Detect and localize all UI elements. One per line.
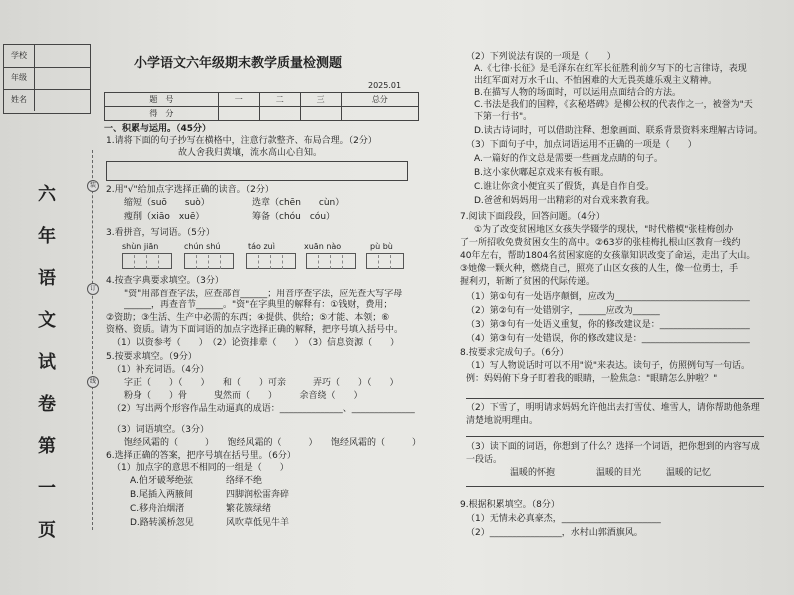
option-c[interactable]: C.书法是我们的国粹，《玄秘塔碑》是柳公权的代表作之一，被誉为"天	[474, 100, 753, 110]
answer-line[interactable]: （2）第②句有一处错别字，______应改为______	[466, 306, 660, 316]
score-cell[interactable]	[300, 107, 341, 121]
question-text: （3）读下面的词语，你想到了什么？选择一个词语，把你想到的内容写成	[466, 442, 760, 452]
score-cell[interactable]	[218, 107, 259, 121]
pinyin-prompt: táo zuì	[248, 242, 275, 251]
pinyin-choice[interactable]: 筹备（chóu cóu）	[252, 212, 336, 222]
option-a[interactable]: A.伯牙破琴绝弦	[130, 476, 193, 486]
side-title-char: 一	[38, 478, 56, 499]
side-title-char: 六	[38, 184, 56, 205]
option-b[interactable]: B.尾插入两腋间	[130, 490, 194, 500]
question-text: 3.看拼音，写词语。（5分）	[106, 228, 215, 238]
school-label: 学校	[4, 45, 35, 67]
score-header-cell: 总分	[341, 93, 418, 107]
question-text: "资"用部首查字法，应查部首______；用音序查字法，应先查大写字母______，再查音节______。"资"在字典里的解释有：①钱财，费用；	[124, 289, 403, 310]
pinyin-prompt: pù bù	[370, 242, 393, 251]
pinyin-prompt: xuān nào	[304, 242, 342, 251]
exam-date: 2025.01	[368, 81, 402, 90]
question-text: （3）词语填空。（3分）	[112, 425, 209, 435]
answer-blanks[interactable]: 字正（ ）（ ） 和（ ）可亲 弄巧（ ）（ ）	[124, 378, 399, 388]
side-title-char: 第	[38, 436, 56, 457]
word-option[interactable]: 温暖的记忆	[666, 468, 712, 478]
answer-blanks[interactable]: （1）以资参考（ ） （2）论资排辈（ ） （3）信息资源（ ）	[112, 338, 400, 348]
score-table	[104, 92, 419, 121]
answer-line[interactable]: （1）无情未必真豪杰，______________________	[466, 514, 661, 524]
pinyin-prompt: chún shú	[184, 242, 221, 251]
side-title-char: 语	[38, 268, 56, 289]
question-text: （1）加点字的意思不相同的一组是（ ）	[112, 463, 289, 473]
question-text: （2）下雪了，明明请求妈妈允许他出去打雪仗、堆雪人，请你帮助他条理	[466, 403, 760, 413]
question-text: 7.阅读下面段段，回答问题。（4分）	[460, 212, 605, 222]
side-title-char: 页	[38, 520, 56, 541]
writing-grid[interactable]	[306, 253, 356, 269]
passage-line: 40年左右，帮助1804名贫困家庭的女孩靠知识改变了命运，走出了大山。	[460, 251, 756, 261]
exam-title: 小学语文六年级期末教学质量检测题	[134, 56, 343, 71]
option-d[interactable]: D.爸爸和妈妈用一出精彩的对台戏来教育我。	[474, 196, 655, 206]
question-text: 一段话。	[466, 455, 503, 465]
question-text: 2.用"√"给加点字选择正确的读音。（2分）	[106, 185, 274, 195]
sentence-to-copy: 故人舍我归黄壤，流水高山心自知。	[178, 148, 323, 158]
question-text: （3）下面句子中，加点词语运用不正确的一项是（ ）	[466, 140, 697, 150]
writing-grid[interactable]	[184, 253, 234, 269]
score-header-cell: 一	[218, 93, 259, 107]
option-c[interactable]: C.移舟泊烟渚	[130, 504, 185, 514]
binding-line	[92, 150, 93, 530]
side-title-char: 文	[38, 310, 56, 331]
question-text: 8.按要求完成句子。（6分）	[460, 348, 569, 358]
passage-line: 了一所招收免费贫困女生的高中。②63岁的张桂梅扎根山区教育一线约	[460, 238, 741, 248]
example-sentence: 例：妈妈俯下身子盯着我的眼睛，一脸焦急："眼睛怎么肿啦？"	[466, 374, 718, 384]
grade-row	[4, 67, 90, 90]
option-b[interactable]: B.这小家伙嘟起京戏来有板有眼。	[474, 168, 610, 178]
option-b-pair: 四脚润松雷奔碎	[226, 490, 290, 500]
question-text: （1）写人物说话时可以不用"说"来表达。读句子，仿照例句写一句话。	[466, 361, 751, 371]
grade-label: 年级	[4, 67, 35, 89]
writing-grid[interactable]	[246, 253, 296, 269]
question-text: ②资助；③生活、生产中必需的东西；④提供、供给；⑤才能、本领；⑥	[106, 313, 390, 323]
option-d[interactable]: D.读古诗词时，可以借助注释、想象画面、联系背景资料来理解古诗词。	[474, 126, 763, 136]
writing-grid[interactable]	[122, 253, 172, 269]
answer-blanks[interactable]: 饱经风霜的（ ） 饱经风霜的（ ） 饱经风霜的（ ）	[124, 438, 422, 448]
answer-blanks[interactable]: （2）写出两个形容作品生动逼真的成语：______________、______________	[112, 404, 415, 414]
student-info-box	[3, 44, 91, 114]
answer-underline[interactable]	[466, 486, 764, 487]
question-text: 清楚地说明理由。	[466, 416, 539, 426]
score-header-cell: 二	[259, 93, 300, 107]
word-option[interactable]: 温暖的怀抱	[510, 468, 556, 478]
option-a-cont: 出红军面对万水千山、不怕困难的大无畏英雄乐观主义精神。	[474, 76, 718, 86]
score-header-cell: 三	[300, 93, 341, 107]
question-text: （2）下列说法有误的一项是（ ）	[466, 52, 616, 62]
option-a[interactable]: A.《七律·长征》是毛泽东在红军长征胜利前夕写下的七言律诗，表现	[474, 64, 747, 74]
answer-line[interactable]: （3）第③句有一处语义重复，你的修改建议是：____________________	[466, 320, 750, 330]
option-c-pair: 繁花簇绿绪	[226, 504, 272, 514]
question-text: 9.根据积累填空。（8分）	[460, 500, 560, 510]
score-label-cell: 得 分	[105, 107, 219, 121]
question-text: 5.按要求填空。（9分）	[106, 352, 197, 362]
answer-blanks[interactable]: 粉身（ ）骨 叟然而（ ） 余音绕（ ）	[124, 391, 363, 401]
option-c-cont: 下第一行书"。	[474, 112, 533, 122]
name-row	[4, 89, 90, 111]
word-option[interactable]: 温暖的目光	[596, 468, 642, 478]
binding-mark: 订	[87, 283, 99, 295]
answer-underline[interactable]	[466, 436, 764, 437]
score-cell[interactable]	[341, 107, 418, 121]
side-title-char: 卷	[38, 394, 56, 415]
passage-line: ③她像一颗火种，燃烧自己，照亮了山区女孩的人生，像一位勇士，手	[460, 264, 739, 274]
side-title-char: 试	[38, 352, 56, 373]
pinyin-prompt: shùn jiān	[122, 242, 159, 251]
option-a[interactable]: A.一篇好的作文总是需要一些画龙点睛的句子。	[474, 154, 663, 164]
answer-line[interactable]: （4）第③句有一处错误，你的修改建议是：________________________	[466, 334, 750, 344]
score-header-cell: 题 号	[105, 93, 219, 107]
option-c[interactable]: C.谁让你贪小便宜买了假货，真是自作自受。	[474, 182, 655, 192]
pinyin-choice[interactable]: 瘦削（xiāo xuē）	[124, 212, 205, 222]
school-row	[4, 45, 90, 68]
passage-line: ①为了改变贫困地区女孩失学辍学的现状，"时代楷模"张桂梅创办	[474, 225, 734, 235]
pinyin-choice[interactable]: 选章（chēn cùn）	[252, 198, 345, 208]
question-text: 4.按查字典要求填空。（3分）	[106, 276, 224, 286]
binding-mark: 线	[87, 376, 99, 388]
question-text: 资格、资质。请为下面词语的加点字选择正确的解释，把序号填入括号中。	[106, 325, 404, 335]
pinyin-choice[interactable]: 缩短（suō suò）	[124, 198, 210, 208]
writing-grid[interactable]	[366, 253, 404, 269]
name-label: 姓名	[4, 89, 35, 111]
option-d-pair: 风吹草低见牛羊	[226, 518, 290, 528]
section-heading: 一、积累与运用。（45分）	[104, 124, 212, 134]
question-text: （1）补充词语。（4分）	[112, 365, 209, 375]
binding-mark: 装	[87, 180, 99, 192]
side-title-char: 年	[38, 226, 56, 247]
answer-line[interactable]: （1）第①句有一处语序颠倒，应改为______________________________	[466, 292, 750, 302]
copy-writing-box[interactable]	[106, 161, 408, 181]
option-d[interactable]: D.路转溪桥忽见	[130, 518, 194, 528]
option-a-pair: 络绎不绝	[226, 476, 263, 486]
passage-line: 握利刃，斩断了贫困的代际传递。	[460, 277, 596, 287]
option-b[interactable]: B.在描写人物的场面时，可以运用点面结合的方法。	[474, 88, 682, 98]
score-cell[interactable]	[259, 107, 300, 121]
answer-line[interactable]: （2）________________，水村山郭酒旗风。	[466, 528, 643, 538]
answer-underline[interactable]	[466, 398, 764, 399]
question-text: 1.请将下面的句子抄写在横格中，注意行款整齐、布局合理。（2分）	[106, 136, 377, 146]
question-text: 6.选择正确的答案，把序号填在括号里。（6分）	[106, 451, 296, 461]
